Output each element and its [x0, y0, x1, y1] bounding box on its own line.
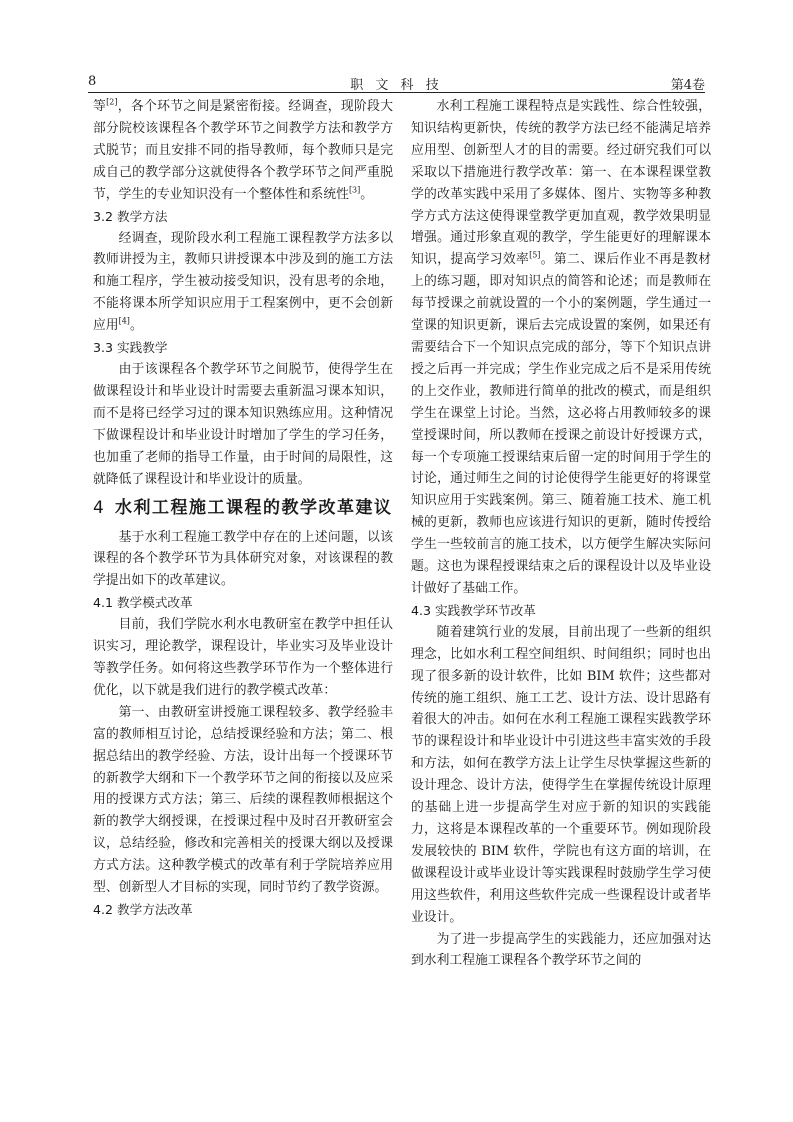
section-heading-4-2: 4.2 教学方法改革: [93, 902, 193, 917]
left-column: [93, 96, 393, 921]
journal-name: 职 文 科 技: [350, 78, 443, 93]
page-number: 8: [88, 74, 97, 89]
section-heading-4-1: 4.1 教学模式改革: [93, 595, 193, 611]
running-header: [88, 72, 705, 93]
paragraph: 等[2]，各个环节之间是紧密衔接。经调查，现阶段大部分院校该课程各个教学环节之间教学方法和教学方式脱节；而且安排不同的指导教师，每个教师只是完成自己的教学部分这就使得各个教学环节之间严重脱节，学生的专业知识没有一个整体性和系统性[3]。: [93, 97, 394, 202]
section-title: 水利工程施工课程的教学改革建议: [115, 497, 393, 518]
section-number: 4: [93, 497, 104, 518]
volume-label: 第4卷: [670, 78, 705, 93]
paragraph: 由于该课程各个教学环节之间脱节，使得学生在做课程设计和毕业设计时需要去重新温习课本知识，而不是将已经学习过的课本知识熟练应用。这种情况下做课程设计和毕业设计时增加了学生的学习任务，也加重了老师的指导工作量，由于时间的局限性，这就降低了课程设计和毕业设计的质量。: [93, 362, 393, 487]
paragraph: 经调查，现阶段水利工程施工课程教学方法多以教师讲授为主，教师只讲授课本中涉及到的施工方法和施工程序，学生被动接受知识，没有思考的余地，不能将课本所学知识应用于工程案例中，更不会创新应用[4]。: [93, 230, 393, 334]
citation: [2]: [106, 97, 118, 107]
section-heading-4-3: 4.3 实践教学环节改革: [411, 602, 536, 618]
paragraph: 目前，我们学院水利水电教研室在教学中担任认识实习，理论教学，课程设计，毕业实习及毕业设计等教学任务。如何将这些教学环节作为一个整体进行优化，以下就是我们进行的教学模式改革：: [93, 617, 393, 698]
paragraph: 为了进一步提高学生的实践能力，还应加强对达到水利工程施工课程各个教学环节之间的: [411, 931, 711, 969]
section-heading-3-2: 3.2 教学方法: [93, 208, 168, 224]
citation: [5]: [529, 251, 541, 261]
paragraph: 第一、由教研室讲授施工课程较多、教学经验丰富的教师相互讨论，总结授课经验和方法；第二、根据总结出的教学经验、方法，设计出每一个授课环节的新教学大纲和下一个教学环节之间的衔接以及应采用的授课方式方法；第三、后续的课程教师根据这个新的教学大纲授课，在授课过程中及时召开教研室会议，总结经验，修改和完善相关的授课大纲以及授课方式方法。这种教学模式的改革有利于学院培养应用型、创新型人才目标的实现，同时节约了教学资源。: [93, 704, 393, 896]
right-column: [411, 96, 711, 972]
paragraph: 随着建筑行业的发展，目前出现了一些新的组织理念，比如水利工程空间组织、时间组织；同时也出现了很多新的设计软件，比如 BIM 软件；这些都对传统的施工组织、施工工艺、设计方法、设计思路有着很大的冲击。如何在水利工程施工课程实践教学环节的课程设计和毕业设计中引进这些丰富实效的手段和方法，如何在教学方法上让学生尽快掌握这些新的设计理念、设计方法，使得学生在掌握传统设计原理的基础上进一步提高学生对应于新的知识的实践能力，这将是本课程改革的一个重要环节。例如现阶段发展较快的 BIM 软件，学院也有这方面的培训，在做课程设计或毕业设计等实践课程时鼓励学生学习使用这些软件，利用这些软件完成一些课程设计或者毕业设计。: [411, 624, 711, 925]
citation: [4]: [118, 316, 130, 326]
citation: [3]: [348, 185, 361, 195]
paragraph: 水利工程施工课程特点是实践性、综合性较强，知识结构更新快，传统的教学方法已经不能满足培养应用型、创新型人才的目的需要。经过研究我们可以采取以下措施进行教学改革：第一、在本课程课堂教学的改革实践中采用了多媒体、图片、实物等多种教学方式方法这使得课堂教学更加直观，教学效果明显增强。通过形象直观的教学，学生能更好的理解课本知识，提高学习效率[5]。第二、课后作业不再是教材上的练习题，即对知识点的简答和论述；而是教师在每节授课之前就设置的一个小的案例题，学生通过一堂课的知识更新，课后去完成设置的案例，如果还有需要结合下一个知识点完成的部分，等下个知识点讲授之后再一并完成；学生作业完成之后不是采用传统的上交作业，教师进行简单的批改的模式，而是组织学生在课堂上讨论。当然，这必将占用教师较多的课堂授课时间，所以教师在授课之前设计好授课方式，每一个专项施工授课结束后留一定的时间用于学生的讨论，通过师生之间的讨论使得学生能更好的将课堂知识应用于实践案例。第三、随着施工技术、施工机械的更新，教师也应该进行知识的更新，随时传授给学生一些较前言的施工技术，以方便学生解决实际问题。这也为课程授课结束之后的课程设计以及毕业设计做好了基础工作。: [411, 99, 712, 596]
section-heading-3-3: 3.3 实践教学: [93, 340, 168, 356]
paragraph: 基于水利工程施工教学中存在的上述问题，以该课程的各个教学环节为具体研究对象，对该课程的教学提出如下的改革建议。: [93, 529, 393, 589]
section-heading-4: [93, 497, 393, 519]
